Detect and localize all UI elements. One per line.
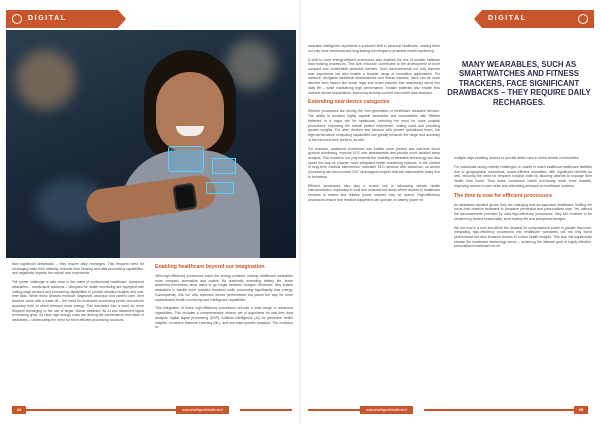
footer-rule [424, 409, 574, 411]
section-banner-right [482, 10, 594, 40]
section-heading: Enabling healthcare beyond our imagination [155, 264, 265, 270]
section-heading: Extending new device categories [308, 99, 390, 106]
body-paragraph: As wearables demand grows, they are changing how we approach healthcare, shifting the focus from reactive treatment to proactive prevention and personalised care. Yet, without the advancements provided by ultra-high-efficiency processors, they will continue to be hindered by limited functionality, short battery life and suboptimal designs. [454, 202, 592, 221]
body-paragraph: face significant drawbacks – they require daily recharges. This frequent need for recharging limits their usability, reduces their sensing and data processing capabilities, and negatively impacts the overall user experience. [12, 262, 144, 276]
body-paragraph: Efficient processors also play a crucial role in advancing remote health instrumentation, especially in rural and underserved areas where access to healthcare services is limited and reliable power sources may be scarce. High-efficiency processors ensure that medical equipment can operate on battery power for [308, 183, 440, 202]
footer-url-right[interactable]: www.intelligenthealth.tech [360, 406, 413, 414]
body-paragraph: wearable intelligence represents a profound shift in personal healthcare, making them not only more functional and long-lasting but integral to proactive health monitoring. [308, 44, 440, 53]
hologram-panel [168, 146, 204, 172]
footer-rule [308, 409, 360, 411]
hero-photo [6, 30, 296, 258]
body-paragraph: The power challenge is also clear in the realm of professional healthcare. Advanced wearables – unobtrusive solutions – designed for health monitoring are equipped with cutting-edge sensors and processing capabilities to provide detailed insights and real-time data. While these devices enhance diagnostic accuracy and patient care, their features come with a trade-off – the need for increased processing power and sensor accuracy both of which demand more energy. This translates into a need for more frequent recharging or the use of larger, bulkier batteries. As AI and advanced signal processing grow, it's clear high-energy costs are limiting the performance and value of wearables – undercutting the need for more efficient processing solutions. [12, 280, 144, 322]
section-banner-left-label: DIGITAL [28, 15, 67, 22]
section-banner-left [6, 10, 118, 28]
body-paragraph: For individuals facing mobility challenges or unable to reach traditional healthcare facilities due to geographical constraints, power-efficient wearables offer significant benefits as well, reducing the need for frequent hospital visits by allowing patients to manage their health from home. They make continuous health monitoring much more feasible, improving access to care while also alleviating pressure on healthcare systems. [454, 164, 592, 188]
text-column-2 [155, 262, 293, 334]
footer-right [300, 404, 600, 416]
section-heading: The time is now for efficient processors [454, 192, 553, 199]
page-number-left: 24 [12, 406, 26, 414]
body-paragraph: multiple days enabling doctors to provide better care in these remote communities. [454, 156, 580, 160]
pull-quote: MANY WEARABLES, SUCH AS SMARTWATCHES AND FITNESS TRACKERS, FACE SIGNIFICANT DRAWBACKS – THEY REQUIRE DAILY RECHARGES. [447, 60, 591, 107]
page-number-right: 25 [574, 406, 588, 414]
text-column-3 [308, 44, 440, 207]
footer-left [0, 404, 300, 416]
smartwatch-icon [172, 183, 197, 212]
hologram-panel [212, 158, 236, 174]
body-paragraph: A shift to more energy-efficient processors also enables the use of smaller batteries than existing processors. This size reduction contributes to the development of more compact and comfortable wearable devices. Such advancements not only improve user experience but also enable a broader range of innovative applications. For instance, alongside traditional smartwatches and fitness trackers, there can be more discreet form factors like smart rings and smart patches that seamlessly blend into daily life – while maintaining high performance. Smaller batteries also enable less invasive device implantation, improving sensing comfort and health data analytics. [308, 57, 440, 95]
banner-arrow-icon [118, 10, 126, 28]
footer-url-left[interactable]: www.intelligenthealth.tech [176, 406, 229, 414]
body-paragraph: We are now in a new era where the demand for computational power is greater than ever. Integrating high-efficiency processors into healthcare wearables will not only boost performance but also enhance access to crucial health insights. This leap will significantly elevate the healthcare technology sector – achieving the ultimate goal of highly effective, personalised healthcare for all. [454, 225, 592, 249]
text-column-1 [12, 262, 144, 327]
page-gutter [299, 0, 301, 424]
ring-logo-icon [578, 14, 588, 24]
footer-rule [26, 409, 176, 411]
ring-logo-icon [12, 14, 22, 24]
hologram-panel [206, 182, 234, 194]
subject-face [156, 72, 224, 152]
banner-arrow-icon [474, 10, 482, 28]
body-paragraph: Ultra-high-efficiency processors solve the energy problem, making healthcare wearables more compact, accessible and usable. By drastically extending battery life, these advanced processors allow users to go longer between charges. Moreover, they enable wearables to handle more complex functions while consuming significantly less energy. Consequently, this not only improves device performance but paves the way for more sophisticated health monitoring and intelligence capabilities. [155, 274, 293, 302]
body-paragraph: This integration of these high-efficiency processors unlocks a wide range of advanced capabilities. This includes a comprehensive diverse set of algorithms for real-time data analysis, digital signal processing (DSP), Artificial Intelligence (AI) for predictive health insights, on-device Machine Learning (ML), and use-case-specific analytics. The evolution of [155, 306, 293, 330]
footer-rule [240, 409, 292, 411]
bokeh-light [16, 50, 76, 110]
section-banner-right-label: DIGITAL DIAGNOSTICS [488, 15, 555, 40]
text-column-4 [454, 156, 592, 253]
body-paragraph: Efficient processors are driving the next generation of healthcare wearable devices. The ability to envision highly capable wearables and implantables with 'lifetime batteries' is a major win for healthcare, reducing the need for more surgical procedures, improving the overall patient experience, cutting costs and providing greater insights. For other devices and sensors with shorter operational times, the high-performance computing capabilities can greatly enhance the range and accuracy of the functions they perform, as well. [308, 109, 440, 142]
photo-subject [116, 50, 266, 258]
body-paragraph: For example, advanced processors can enable more precise and real-time blood glucose monitoring, improve VO2 max assessments and provide more detailed sleep analysis. This evolution not only extends the usability of wearable technology but also paves the way for smarter, more integrated health monitoring systems. In the context of long-term medical intervention, wearable EEG sensors with advanced, on-device processing can also provide 24/7 neurological insights that are inaccessible today due to limitations. [308, 146, 440, 179]
